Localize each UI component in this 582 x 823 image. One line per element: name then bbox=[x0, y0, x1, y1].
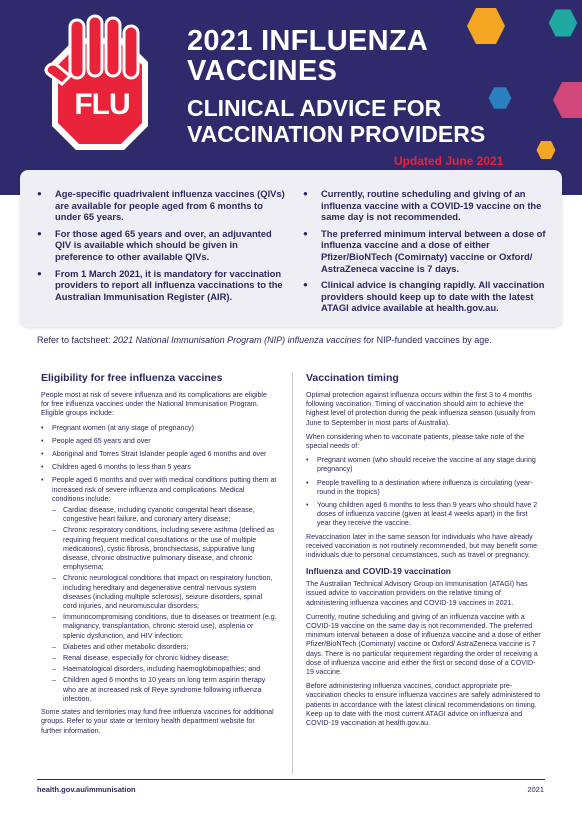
eligibility-intro: People most at risk of severe influenza and its complications are eligible for free influenza vaccines under the National Immunisation Program. Eligible groups include: bbox=[41, 391, 267, 418]
condition-item: – Immunocompromising conditions, due to diseases or treatment (e.g. malignancy, transplantation, chronic steroid use), asplenia or splenic dysfunction, and HIV infection; bbox=[52, 613, 277, 641]
list-item: • Pregnant women (at any stage of pregnancy) bbox=[41, 424, 277, 433]
eligibility-outro: Some states and territories may fund free influenza vaccines for additional groups. Refer to your state or territory health department website for further information. bbox=[41, 708, 274, 735]
list-item: • Children aged 6 months to less than 5 years bbox=[41, 463, 277, 472]
key-point: ● Clinical advice is changing rapidly. All vaccination providers should keep up to date with the latest ATAGI advice available at health.gov.au. bbox=[303, 279, 547, 314]
factsheet-reference: Refer to factsheet: 2021 National Immunisation Program (NIP) influenza vaccines for NIP-funded vaccines by age. bbox=[37, 335, 492, 345]
key-point: ● The preferred minimum interval between a dose of influenza vaccine and a dose of either Pfizer/BioNTech (Comirnaty) vaccine or Oxford/ AstraZeneca vaccine is 7 days. bbox=[303, 228, 547, 274]
timing-paragraph: When considering when to vaccinate patients, please take note of the special needs of: bbox=[306, 432, 525, 451]
key-points-left bbox=[37, 188, 285, 307]
subtitle-line-2: VACCINATION PROVIDERS bbox=[187, 121, 486, 147]
covid-paragraph: The Australian Technical Advisory Group on Immunisation (ATAGI) has issued advice to vaccination providers on the relative timing of administering influenza vaccines and COVID-19 vaccines in 2021. bbox=[306, 580, 528, 607]
orange-small-hexagon-icon bbox=[536, 140, 556, 160]
covid-paragraph: Before administering influenza vaccines, conduct appropriate pre-vaccination checks to ensure influenza vaccines are safely administered to patients in accordance with the latest clinical recommendations on timing. Keep up to date with the most current ATAGI advice on influenza and COVID-19 vaccination at health.gov.au. bbox=[306, 682, 541, 728]
timing-paragraph: Revaccination later in the same season for individuals who have already received vaccination is not routinely recommended, but may benefit some individuals due to personal circumstances, such as travel or pregnancy. bbox=[306, 532, 538, 560]
key-point: ● Age-specific quadrivalent influenza vaccines (QIVs) are available for people aged from 6 months to under 65 years. bbox=[37, 188, 285, 223]
condition-item: – Cardiac disease, including cyanotic congenital heart disease, congestive heart failure, and coronary artery disease; bbox=[52, 506, 277, 524]
timing-heading: Vaccination timing bbox=[306, 372, 399, 384]
key-point: ● Currently, routine scheduling and giving of an influenza vaccine with a COVID-19 vaccine on the same day is not recommended. bbox=[303, 188, 547, 223]
condition-item: – Chronic respiratory conditions, including severe asthma (defined as requiring frequent medical consultations or the use of multiple medications), cystic fibrosis, bronchiectasis, suppurative lung disease, chronic obstructive pulmonary disease, and chronic emphysema; bbox=[52, 526, 277, 572]
footer-link[interactable]: health.gov.au/immunisation bbox=[37, 785, 136, 794]
condition-item: – Chronic neurological conditions that impact on respiratory function, including hereditary and degenerative central nervous system diseases (including multiple sclerosis), seizure disorders, spinal cord injuries, and neuromuscular disorders; bbox=[52, 574, 277, 611]
condition-item: – Diabetes and other metabolic disorders; bbox=[52, 643, 277, 652]
list-item: • People aged 6 months and over with medical conditions putting them at increased risk of severe influenza and complications. Medical conditions include: – Cardiac disease, including cyanotic congenital heart disease, congestive heart failure, and coronary artery disease; – Chronic respiratory conditions, including severe asthma (defined as requiring frequent medical consultations or the use of multiple medications), cystic fibrosis, bronchiectasis, suppurative lung disease, chronic obstructive pulmonary disease, and chronic emphysema; – Chronic neurological conditions that impact on respiratory function, including hereditary and degenerative central nervous system diseases (including multiple sclerosis), seizure disorders, spinal cord injuries, and neuromuscular disorders; – Immunocompromising conditions, due to diseases or treatment (e.g. malignancy, transplantation, chronic steroid use), asplenia or splenic dysfunction, and HIV infection; – Diabetes and other metabolic disorders; – Renal disease, especially for chronic kidney disease; – Haematological disorders, including haemoglobinopathies; and – Children aged 6 months to 10 years on long term aspirin therapy who are at increased risk of Reye syndrome following influenza infection. bbox=[41, 476, 277, 704]
teal-hexagon-icon bbox=[548, 8, 578, 38]
blue-hexagon-icon bbox=[488, 86, 512, 110]
eligibility-section bbox=[41, 372, 277, 741]
list-item: • People aged 65 years and over bbox=[41, 437, 277, 446]
page-subtitle bbox=[187, 95, 485, 147]
list-item: • Pregnant women (who should receive the vaccine at any stage during pregnancy) bbox=[306, 456, 542, 474]
eligibility-heading: Eligibility for free influenza vaccines bbox=[41, 372, 223, 384]
covid-heading: Influenza and COVID-19 vaccination bbox=[306, 566, 452, 577]
title-line-2: VACCINES bbox=[187, 55, 338, 87]
flu-logo-text: FLU bbox=[74, 88, 130, 121]
orange-hexagon-icon bbox=[466, 6, 506, 46]
covid-paragraph: Currently, routine scheduling and giving of an influenza vaccine with a COVID-19 vaccine on the same day is not recommended. The preferred minimum interval between a dose of influenza vaccine and a dose of either Pfizer/BioNTech (Comirnaty) vaccine or Oxford/ AstraZeneca vaccine is 7 days. There is no particular requirement regarding the order of receiving a dose of influenza vaccine and either the first or second dose of a COVID-19 vaccine. bbox=[306, 612, 541, 677]
timing-paragraph: Optimal protection against influenza occurs within the first 3 to 4 months following vaccination. Timing of vaccination should aim to achieve the highest level of protection during the peak influenza season (usually from June to September in most parts of Australia). bbox=[306, 391, 536, 427]
key-points-box bbox=[20, 170, 562, 327]
medical-conditions-list bbox=[52, 506, 277, 704]
list-item: • People travelling to a destination where influenza is circulating (year-round in the tropics) bbox=[306, 479, 542, 497]
subtitle-line-1: CLINICAL ADVICE FOR bbox=[187, 95, 442, 121]
factsheet-link[interactable]: 2021 National Immunisation Program (NIP) influenza vaccines bbox=[113, 335, 362, 345]
key-point: ● From 1 March 2021, it is mandatory for vaccination providers to report all influenza vaccinations to the Australian Immunisation Register (AIR). bbox=[37, 268, 285, 303]
list-item: • Young children aged 6 months to less than 9 years who should have 2 doses of influenza vaccine (given at least 4 weeks apart) in the first year they receive the vaccine. bbox=[306, 501, 542, 529]
footer-year: 2021 bbox=[527, 785, 544, 794]
column-divider bbox=[292, 372, 293, 774]
eligible-groups-list bbox=[41, 424, 277, 704]
timing-section bbox=[306, 372, 542, 733]
condition-item: – Children aged 6 months to 10 years on long term aspirin therapy who are at increased risk of Reye syndrome following influenza infection. bbox=[52, 676, 277, 704]
condition-item: – Haematological disorders, including haemoglobinopathies; and bbox=[52, 665, 277, 674]
updated-date: Updated June 2021 bbox=[394, 154, 504, 168]
header-banner bbox=[0, 0, 582, 195]
pink-hexagon-icon bbox=[552, 80, 582, 120]
special-needs-list bbox=[306, 456, 542, 528]
title-line-1: 2021 INFLUENZA bbox=[187, 25, 429, 57]
footer-divider bbox=[37, 779, 545, 780]
key-points-right bbox=[303, 188, 547, 319]
key-point: ● For those aged 65 years and over, an adjuvanted QIV is available which should be given in preference to other available QIVs. bbox=[37, 228, 285, 263]
condition-item: – Renal disease, especially for chronic kidney disease; bbox=[52, 654, 277, 663]
list-item: • Aboriginal and Torres Strait Islander people aged 6 months and over bbox=[41, 450, 277, 459]
page-title bbox=[187, 26, 428, 86]
